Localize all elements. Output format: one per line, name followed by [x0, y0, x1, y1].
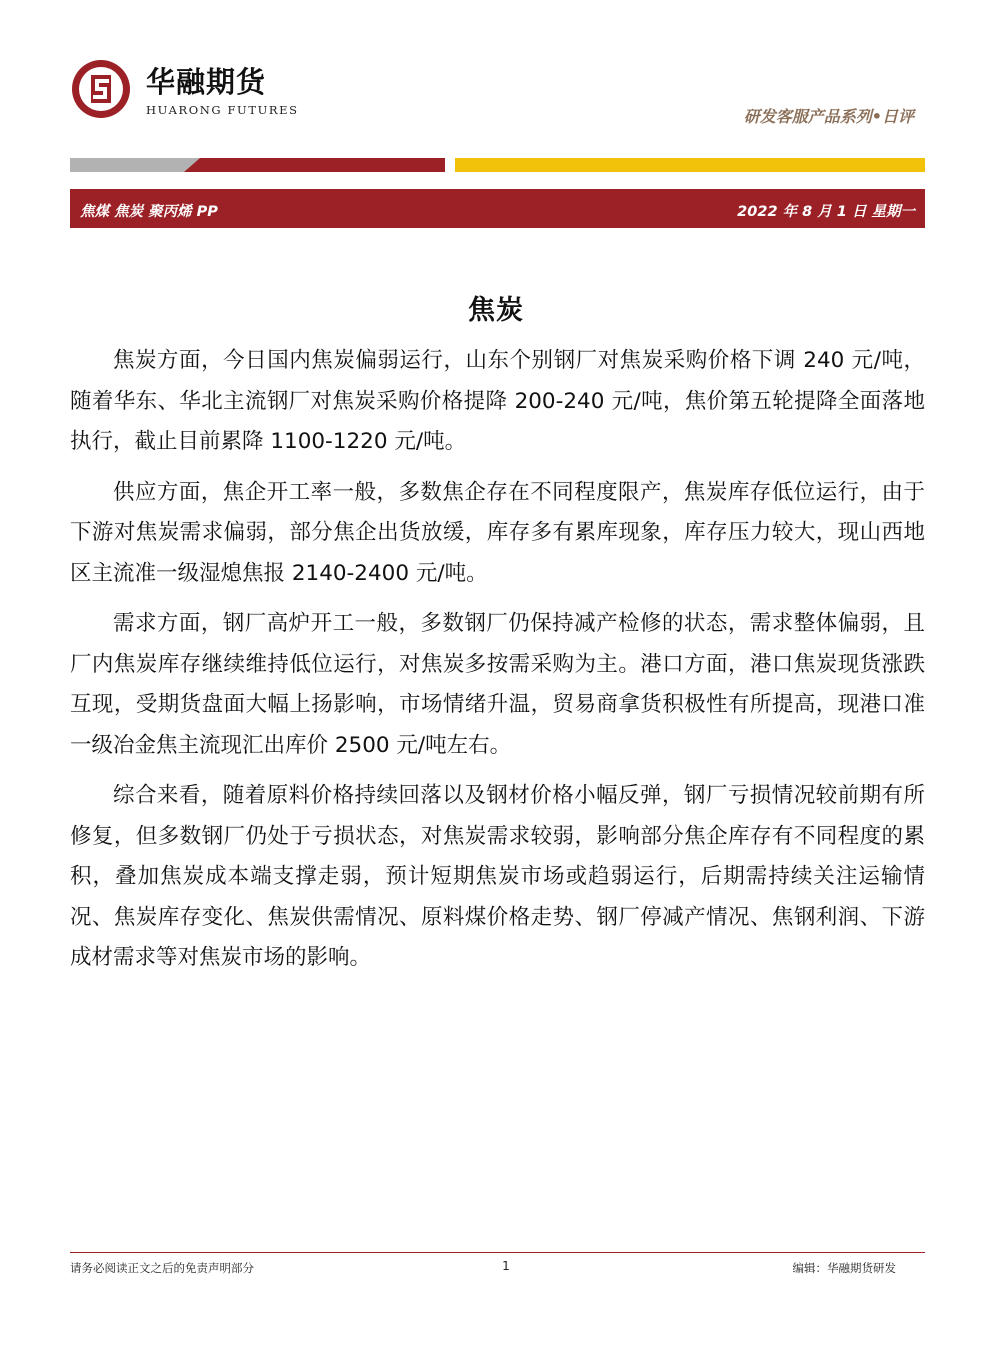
article-title: 焦炭: [468, 295, 524, 326]
footer-divider: [70, 1252, 925, 1253]
report-date: 2022 年 8 月 1 日 星期一: [737, 204, 915, 220]
paragraph-coke-price: 焦炭方面，今日国内焦炭偏弱运行，山东个别钢厂对焦炭采购价格下调 240 元/吨，随着华东、华北主流钢厂对焦炭采购价格提降 200-240 元/吨，焦价第五轮提降全面落地执行，截止目前累降 1100-1220 元/吨。: [70, 348, 925, 454]
paragraph-supply: 供应方面，焦企开工率一般，多数焦企存在不同程度限产，焦炭库存低位运行，由于下游对焦炭需求偏弱，部分焦企出货放缓，库存多有累库现象，库存压力较大，现山西地区主流准一级湿熄焦报 2140-2400 元/吨。: [70, 479, 925, 586]
article-body: [70, 341, 925, 989]
page-number: 1: [502, 1259, 510, 1273]
header-bar-red: [184, 158, 445, 172]
report-series: 研发客服产品系列•日评: [743, 107, 914, 126]
footer-disclaimer: 请务必阅读正文之后的免责声明部分: [70, 1261, 254, 1275]
paragraph-summary: 综合来看，随着原料价格持续回落以及钢材价格小幅反弹，钢厂亏损情况较前期有所修复，但多数钢厂仍处于亏损状态，对焦炭需求较弱，影响部分焦企库存有不同程度的累积，叠加焦炭成本端支撑走弱，预计短期焦炭市场或趋弱运行，后期需持续关注运输情况、焦炭库存变化、焦炭供需情况、原料煤价格走势、钢厂停减产情况、焦钢利润、下游成材需求等对焦炭市场的影响。: [70, 783, 925, 970]
header-bar-yellow: [455, 158, 925, 172]
huarong-logo-icon: [70, 58, 132, 120]
topic-band: [70, 189, 925, 228]
brand-name-en: HUARONG FUTURES: [146, 103, 299, 117]
paragraph-demand: 需求方面，钢厂高炉开工一般，多数钢厂仍保持减产检修的状态，需求整体偏弱，且厂内焦炭库存继续维持低位运行，对焦炭多按需采购为主。港口方面，港口焦炭现货涨跌互现，受期货盘面大幅上扬影响，市场情绪升温，贸易商拿货积极性有所提高，现港口准一级冶金焦主流现汇出库价 2500 元/吨左右。: [70, 611, 925, 758]
topic-list: 焦煤 焦炭 聚丙烯 PP: [80, 204, 218, 220]
header-bar-gray: [70, 158, 200, 172]
footer-editor: 编辑：华融期货研发: [792, 1261, 896, 1275]
brand-name-cn: 华融期货: [146, 65, 267, 99]
